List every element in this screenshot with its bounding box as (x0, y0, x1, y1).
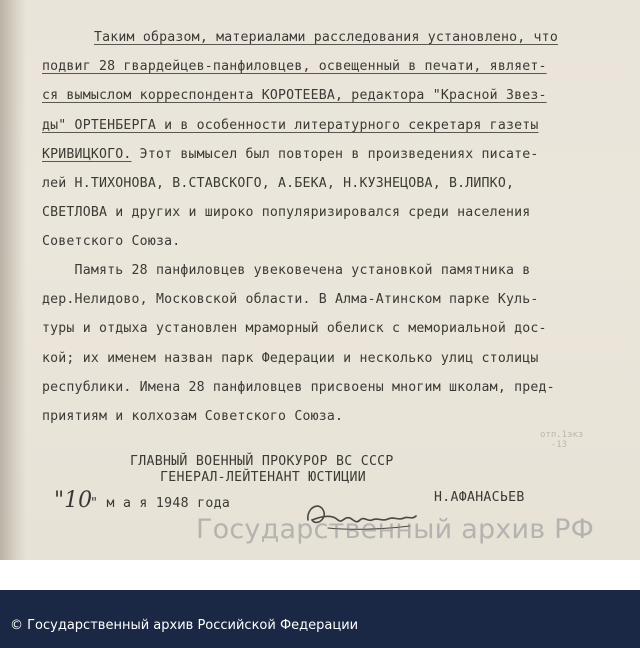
archive-watermark: Государственный архив РФ (196, 514, 595, 545)
document-line: туры и отдыха установлен мраморный обелиск с мемориальной дос- (42, 321, 547, 337)
line-text: СВЕТЛОВА и других и широко популяризировался среди населения (42, 205, 531, 221)
line-text: Этот вымысел был повторен в произведениях писате- (131, 146, 539, 162)
document-line (42, 118, 539, 133)
document-line (42, 88, 547, 103)
document-line: приятиям и колхозам Советского Союза. (42, 409, 344, 424)
underlined-text: ся вымыслом корреспондента КОРОТЕЕВА, редактора "Красной Звез- (42, 88, 547, 104)
footer-bar (0, 590, 640, 648)
document-line (42, 205, 530, 220)
line-text: лей Н.ТИХОНОВА, В.СТАВСКОГО, А.БЕКА, Н.КУЗНЕЦОВА, В.ЛИПКО, (42, 176, 515, 191)
signature-title-prosecutor: ГЛАВНЫЙ ВОЕННЫЙ ПРОКУРОР ВС СССР (130, 454, 394, 469)
document-line: кой; их именем назван парк Федерации и несколько улиц столицы (42, 350, 539, 366)
underlined-text: ды" ОРТЕНБЕРГА и в особенности литературного секретаря газеты (42, 117, 539, 133)
document-line: Память 28 панфиловцев увековечена установкой памятника в (42, 263, 531, 278)
archive-stamp (540, 430, 583, 450)
document-line (94, 30, 558, 45)
document-line (42, 147, 539, 162)
document-line: дер.Нелидово, Московской области. В Алма-Атинском парке Куль- (42, 292, 539, 308)
document-line: республики. Имена 28 панфиловцев присвоены многим школам, пред- (42, 379, 555, 395)
line-text: Советского Союза. (42, 234, 181, 250)
stamp-line: отп.1экз -13 (540, 430, 584, 450)
underlined-text: Таким образом, материалами расследования установлено, что (94, 30, 558, 45)
date-day: "10 (54, 488, 93, 513)
document-line (42, 176, 514, 191)
date-month-year: " м а я 1948 года (90, 496, 231, 511)
document-line (42, 59, 547, 74)
footer-copyright: © Государственный архив Российской Федерации (10, 618, 359, 633)
signature-title-rank: ГЕНЕРАЛ-ЛЕЙТЕНАНТ ЮСТИЦИИ (160, 470, 366, 485)
underlined-text: подвиг 28 гвардейцев-панфиловцев, освещенный в печати, являет- (42, 59, 547, 75)
signer-name: Н.АФАНАСЬЕВ (434, 490, 525, 505)
document-line (42, 234, 180, 249)
underlined-text: КРИВИЦКОГО. (42, 146, 132, 162)
